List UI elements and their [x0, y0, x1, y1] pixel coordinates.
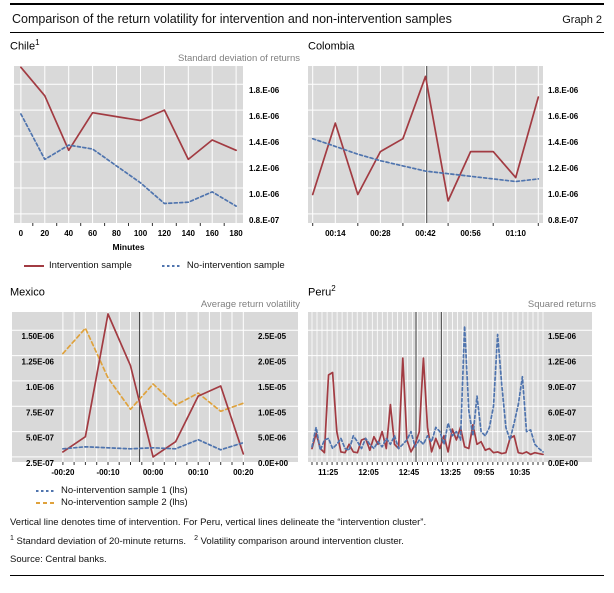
y-axis-tick-label: 1.2.E-06 — [249, 164, 280, 173]
x-axis-tick-label: 00:28 — [370, 229, 391, 238]
y-axis-tick-label: 1.8.E-06 — [548, 86, 579, 96]
footnote-marker: 2 — [331, 284, 336, 293]
x-axis-tick-label: 13:25 — [440, 468, 461, 477]
x-axis-tick-label: 160 — [205, 229, 219, 238]
x-axis-tick-label: 11:25 — [318, 468, 339, 477]
legend-mexico — [36, 485, 308, 508]
x-axis-tick-label: 120 — [157, 229, 172, 238]
legend-item — [36, 497, 308, 508]
footnote-marker: 1 — [35, 38, 40, 47]
x-axis-tick-label: 20 — [40, 229, 50, 238]
x-axis-tick-label: 00:20 — [233, 468, 254, 477]
legend-swatch — [24, 263, 44, 269]
plot-area — [12, 312, 298, 462]
x-axis-tick-label: 180 — [229, 229, 243, 238]
y-axis-tick-label: 1.50E-06 — [21, 332, 54, 342]
y-axis-tick-label: 5.0E-06 — [258, 433, 287, 443]
x-axis-tick-label: 100 — [133, 229, 148, 238]
legend-label: No-intervention sample 2 (lhs) — [61, 497, 188, 508]
y-axis-tick-label: 1.5E-06 — [548, 332, 577, 342]
legend-label: Intervention sample — [49, 260, 132, 271]
y-axis-tick-label: 1.4.E-06 — [548, 138, 579, 148]
axis-unit-label-peru: Squared returns — [527, 299, 596, 310]
panel-title-peru: Peru$^2$ — [308, 284, 336, 299]
x-axis-tick-label: 09:55 — [473, 468, 495, 477]
y-axis-tick-label: 1.2.E-06 — [548, 164, 579, 173]
y-axis-tick-label: 5.0E-07 — [25, 433, 54, 443]
header — [10, 7, 604, 33]
x-axis-tick-label: -00:10 — [96, 468, 120, 477]
footnote-2: $^2$ Volatility comparison around intervention cluster. — [194, 534, 404, 548]
x-axis-tick-label: 80 — [112, 229, 121, 238]
y-axis-tick-label: 1.4.E-06 — [249, 138, 280, 148]
y-axis-tick-label: 1.2E-06 — [548, 357, 577, 367]
x-axis-tick-label: 0 — [18, 229, 24, 238]
y-axis-tick-label: 6.0E-07 — [548, 408, 577, 418]
y-axis-tick-label: 3.0E-07 — [548, 433, 577, 443]
footnotes — [10, 517, 604, 566]
panel-chile — [10, 33, 308, 271]
x-axis-tick-label: -00:20 — [51, 468, 75, 477]
y-axis-tick-label: 1.25E-06 — [21, 357, 54, 367]
y-axis-tick-label: 0.0E+00 — [258, 458, 289, 468]
panel-mexico — [10, 279, 308, 508]
footnote-1: $^1$ Standard deviation of 20-minute returns. — [10, 534, 187, 548]
footnote-numbered — [10, 535, 604, 548]
chile-chart — [10, 66, 308, 256]
x-axis-tick-label: 00:56 — [460, 229, 481, 238]
x-axis-tick-label: 00:10 — [187, 468, 209, 477]
x-axis-tick-label: 10:35 — [509, 468, 531, 477]
panel-title-colombia: Colombia — [308, 40, 355, 53]
axis-unit-label-chile: Standard deviation of returns — [178, 53, 300, 64]
legend-swatch — [36, 488, 56, 494]
y-axis-tick-label: 1.0.E-06 — [548, 190, 579, 199]
page-title: Comparison of the return volatility for intervention and non-intervention samples — [12, 12, 452, 26]
x-axis-tick-label: 00:00 — [142, 468, 164, 477]
x-axis-tick-label: 00:14 — [325, 229, 346, 238]
y-axis-tick-label: 1.5E-05 — [258, 382, 287, 392]
panel-title-mexico: Mexico — [10, 286, 45, 299]
bottom-rule — [10, 575, 604, 576]
chart-grid — [10, 33, 604, 508]
x-axis-tick-label: 12:05 — [358, 468, 379, 477]
plot-area — [14, 66, 243, 223]
y-axis-tick-label: 0.8.E-07 — [548, 215, 579, 225]
x-axis-title: Minutes — [112, 242, 145, 252]
colombia-chart — [308, 66, 604, 242]
axis-unit-label-mexico: Average return volatility — [200, 299, 300, 310]
source-line: Source: Central banks. — [10, 553, 107, 565]
legend-label: No-intervention sample 1 (lhs) — [61, 485, 188, 496]
y-axis-tick-label: 1.6.E-06 — [249, 112, 280, 122]
y-axis-tick-label: 0.8.E-07 — [249, 215, 280, 225]
y-axis-tick-label: 7.5E-07 — [25, 408, 54, 418]
x-axis-tick-label: 01:10 — [505, 229, 526, 238]
y-axis-tick-label: 2.5E-05 — [258, 332, 287, 342]
panel-colombia — [308, 33, 604, 271]
legend-chile — [24, 260, 308, 271]
y-axis-tick-label: 0.0E+00 — [548, 458, 579, 468]
x-axis-tick-label: 140 — [181, 229, 195, 238]
x-axis-tick-label: 40 — [64, 229, 74, 238]
y-axis-tick-label: 1.0E-06 — [25, 382, 54, 392]
x-axis-tick-label: 12:45 — [398, 468, 420, 477]
legend-item — [36, 485, 308, 496]
legend-item — [162, 260, 285, 271]
legend-swatch — [162, 263, 182, 269]
panel-peru — [308, 279, 604, 508]
x-axis-tick-label: 00:42 — [415, 229, 436, 238]
top-rule — [10, 3, 604, 5]
legend-swatch — [36, 500, 56, 506]
y-axis-tick-label: 2.0E-05 — [258, 357, 287, 367]
axis-unit-label-colombia — [308, 53, 604, 66]
x-axis-tick-label: 60 — [88, 229, 98, 238]
footnote-general: Vertical line denotes time of intervention. For Peru, vertical lines delineate the “intervention cluster”. — [10, 517, 427, 528]
y-axis-tick-label: 9.0E-07 — [548, 382, 577, 392]
legend-label: No-intervention sample — [186, 260, 285, 271]
legend-item — [24, 260, 132, 271]
y-axis-tick-label: 2.5E-07 — [25, 458, 54, 468]
panel-title-chile: Chile$^1$ — [10, 38, 40, 53]
mexico-chart — [10, 312, 308, 482]
peru-chart — [308, 312, 604, 482]
y-axis-tick-label: 1.0.E-06 — [249, 190, 280, 199]
y-axis-tick-label: 1.6.E-06 — [548, 112, 579, 122]
graph-number-label: Graph 2 — [562, 14, 602, 26]
y-axis-tick-label: 1.0E-05 — [258, 408, 287, 418]
y-axis-tick-label: 1.8.E-06 — [249, 86, 280, 96]
